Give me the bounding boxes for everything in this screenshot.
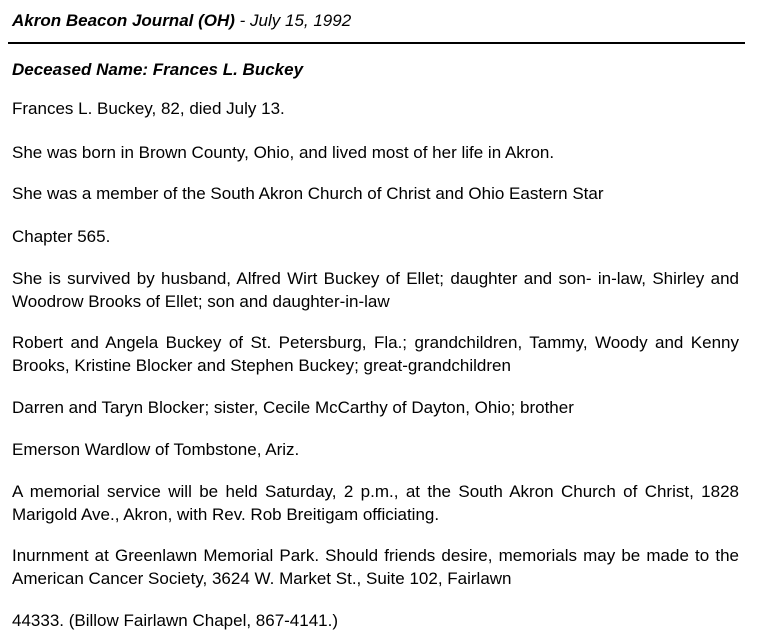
publication-name: Akron Beacon Journal (OH): [12, 11, 235, 30]
header-divider: [8, 42, 745, 44]
obituary-paragraph-5: She is survived by husband, Alfred Wirt Buckey of Ellet; daughter and son- in-law, Shirley and Woodrow Brooks of Ellet; son and daughter-in-law: [12, 269, 739, 311]
obituary-paragraph-11: 44333. (Billow Fairlawn Chapel, 867-4141.): [12, 611, 339, 630]
obituary-paragraph-6: Robert and Angela Buckey of St. Petersburg, Fla.; grandchildren, Tammy, Woody and Kenny Brooks, Kristine Blocker and Stephen Buckey; great-grandchildren: [12, 333, 739, 375]
document-header: [12, 10, 351, 32]
obituary-paragraph-2: She was born in Brown County, Ohio, and lived most of her life in Akron.: [12, 143, 555, 162]
deceased-name-heading: Deceased Name: Frances L. Buckey: [12, 60, 304, 79]
obituary-paragraph-9: A memorial service will be held Saturday, 2 p.m., at the South Akron Church of Christ, 1828 Marigold Ave., Akron, with Rev. Rob Breitigam officiating.: [12, 482, 739, 524]
obituary-paragraph-8: Emerson Wardlow of Tombstone, Ariz.: [12, 440, 300, 459]
publication-date: July 15, 1992: [250, 11, 352, 30]
header-separator: -: [234, 11, 251, 30]
obituary-paragraph-3: She was a member of the South Akron Church of Christ and Ohio Eastern Star: [12, 184, 604, 203]
obituary-paragraph-1: Frances L. Buckey, 82, died July 13.: [12, 99, 285, 118]
obituary-paragraph-7: Darren and Taryn Blocker; sister, Cecile McCarthy of Dayton, Ohio; brother: [12, 398, 574, 417]
obituary-paragraph-4: Chapter 565.: [12, 227, 111, 246]
obituary-paragraph-10: Inurnment at Greenlawn Memorial Park. Should friends desire, memorials may be made to the American Cancer Society, 3624 W. Market St., Suite 102, Fairlawn: [12, 546, 739, 588]
